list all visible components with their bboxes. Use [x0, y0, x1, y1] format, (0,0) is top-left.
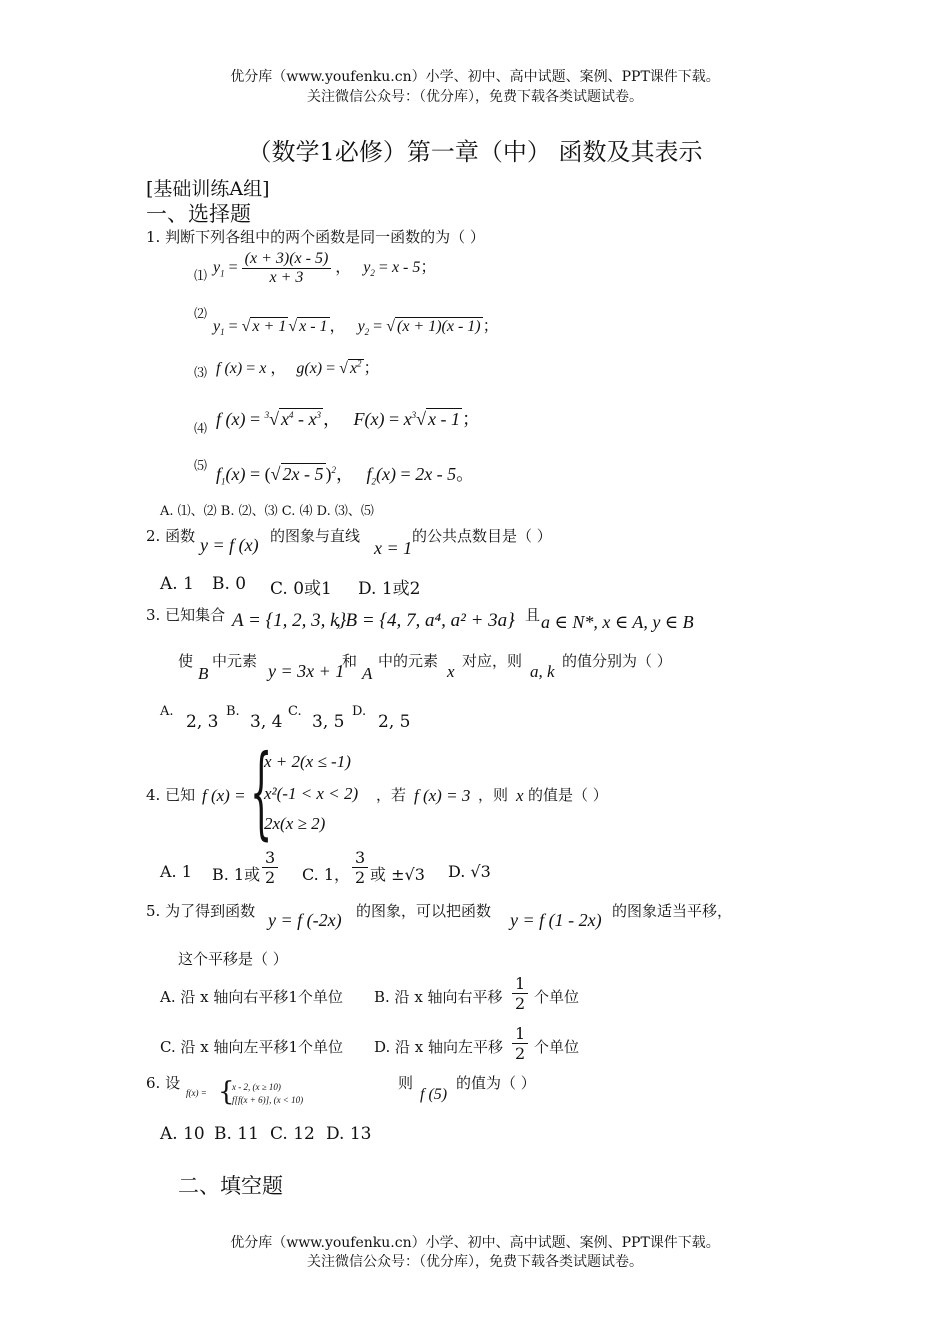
q6-brace: {: [218, 1077, 235, 1107]
q3-option-a-label: A.: [160, 704, 174, 719]
q5-option-d-a: D. 沿 x 轴向左平移: [374, 1038, 504, 1056]
q6-option-a: A. 10: [160, 1124, 205, 1144]
q3-set-b: , B = {4, 7, a⁴, a² + 3a}: [336, 610, 515, 631]
q1-item-5-label: ⑸: [194, 459, 208, 474]
question-4-stem-b: ，若: [376, 786, 407, 804]
footer-line-2: 关注微信公众号：（优分库），免费下载各类试题试卷。: [307, 1254, 643, 1270]
q3-line2-x: x: [447, 662, 455, 681]
q1-item-2-formula: $y_1$ = √ x + 1 √ x - 1 ， $y_2$ = √ (x + 1)(x - 1) ；: [213, 318, 499, 338]
q3-option-a-value: 2, 3: [186, 712, 219, 732]
footer-line-1: 优分库（www.youfenku.cn）小学、初中、高中试题、案例、PPT课件下载。: [230, 1235, 720, 1251]
q4-option-c-b: 或 ±√3: [370, 865, 425, 884]
group-label: [基础训练A组]: [146, 178, 270, 200]
q6-option-c: C. 12: [270, 1124, 315, 1144]
question-2-stem-c: 的公共点数目是（ ）: [412, 527, 552, 545]
q2-option-b: B. 0: [212, 574, 247, 594]
q4-option-c-fraction: $\frac{3}{2}$: [352, 848, 368, 887]
q3-line2-d: 中的元素: [378, 652, 439, 670]
q3-option-c-value: 3, 5: [312, 712, 345, 732]
q5-option-b-a: B. 沿 x 轴向右平移: [374, 988, 503, 1006]
q6-option-b: B. 11: [214, 1124, 259, 1144]
question-3-stem-a: 3. 已知集合: [146, 606, 226, 624]
q3-option-b-value: 3, 4: [250, 712, 283, 732]
question-5-line2: 这个平移是（ ）: [178, 950, 288, 968]
q3-line2-a: 使: [178, 652, 194, 670]
q1-item-3-label: ⑶: [194, 366, 208, 381]
header-line-1: 优分库（www.youfenku.cn）小学、初中、高中试题、案例、PPT课件下载。: [230, 69, 720, 85]
q5-option-d-fraction: $\frac{1}{2}$: [512, 1024, 528, 1063]
q6-f5: f (5): [420, 1086, 448, 1103]
q2-line: x = 1: [374, 538, 413, 558]
q2-option-c: C. 0或1: [270, 579, 332, 599]
q5-option-b-fraction: $\frac{1}{2}$: [512, 974, 528, 1013]
q4-case-3: 2x(x ≥ 2): [264, 814, 326, 833]
question-4-stem-d: 的值是（ ）: [528, 786, 608, 804]
q3-set-a: A = {1, 2, 3, k}: [232, 610, 347, 631]
q6-case-2: f[f(x + 6)], (x < 10): [232, 1095, 304, 1105]
q5-option-c: C. 沿 x 轴向左平移1个单位: [160, 1038, 344, 1056]
section-heading-choice: 一、选择题: [146, 202, 251, 226]
q5-option-a: A. 沿 x 轴向右平移1个单位: [160, 988, 343, 1006]
question-1-stem: 1. 判断下列各组中的两个函数是同一函数的为（ ）: [146, 228, 485, 246]
q3-condition: a ∈ N*, x ∈ A, y ∈ B: [541, 612, 694, 632]
q3-option-c-label: C.: [288, 704, 302, 719]
q3-line2-c: 和: [342, 652, 358, 670]
q3-line2-set-a: A: [362, 664, 373, 683]
q3-option-d-value: 2, 5: [378, 712, 411, 732]
q5-function-1: y = f (-2x): [268, 910, 342, 930]
q1-item-2-label: ⑵: [194, 307, 208, 322]
q1-item-3-formula: f (x) = x ， g(x) = √ $x^2$ ；: [216, 358, 380, 377]
q3-mapping: y = 3x + 1: [268, 661, 345, 681]
question-2-stem-a: 2. 函数: [146, 527, 196, 545]
question-1-options: A. ⑴、⑵ B. ⑵、⑶ C. ⑷ D. ⑶、⑸: [160, 504, 374, 519]
q4-option-c-a: C. 1，: [302, 865, 351, 884]
q5-option-b-b: 个单位: [534, 988, 580, 1006]
q4-x: x: [516, 786, 524, 805]
q3-line2-e: 对应，则: [462, 652, 523, 670]
question-5-stem-b: 的图象，可以把函数: [356, 902, 492, 920]
q3-line2-b: 中元素: [212, 652, 258, 670]
question-4-stem-c: ，则: [478, 786, 509, 804]
q6-fdef: f(x) =: [186, 1088, 207, 1098]
q4-option-b: B. 1或: [212, 865, 261, 884]
q5-option-d-b: 个单位: [534, 1038, 580, 1056]
question-5-stem-c: 的图象适当平移，: [612, 902, 733, 920]
q6-case-1: x - 2, (x ≥ 10): [232, 1082, 281, 1092]
q4-left-brace: {: [250, 733, 273, 850]
q1-item-1-formula: $y_1$ = $\frac{(x + 3)(x - 5)}{x + 3}$ ， $y_2 = x - 5$；: [213, 250, 437, 286]
q4-case-2: x²(-1 < x < 2): [264, 784, 359, 803]
q3-line2-ak: a, k: [530, 662, 555, 681]
q4-option-d: D. √3: [448, 862, 491, 881]
q1-item-4-label: ⑷: [194, 422, 208, 437]
q4-case-1: x + 2(x ≤ -1): [264, 752, 351, 771]
q3-line2-f: 的值分别为（ ）: [562, 652, 672, 670]
q1-item-4-formula: f (x) = $^3$√ $x^4 - x^3$ ， $F(x) = x^3√$ x - 1 ；: [216, 409, 481, 429]
q2-option-a: A. 1: [160, 574, 194, 594]
question-5-stem-a: 5. 为了得到函数: [146, 902, 256, 920]
q3-option-b-label: B.: [226, 704, 240, 719]
q1-item-1-label: ⑴: [194, 269, 208, 284]
q2-option-d: D. 1或2: [358, 579, 421, 599]
page-title: （数学1必修）第一章（中） 函数及其表示: [247, 138, 703, 166]
q4-option-a: A. 1: [160, 862, 192, 881]
question-6-stem-b: 则: [398, 1074, 414, 1092]
q4-option-b-fraction: $\frac{3}{2}$: [262, 848, 278, 887]
q3-option-d-label: D.: [352, 704, 367, 719]
q1-item-5-formula: $f_1(x)$ = (√ 2x - 5 )$^2$， $f_2(x) = 2x - 5$。: [216, 464, 475, 487]
q3-and: ，且: [510, 606, 541, 624]
question-4-stem-a: 4. 已知: [146, 786, 196, 804]
header-line-2: 关注微信公众号：（优分库），免费下载各类试题试卷。: [307, 89, 643, 105]
q4-fx: f (x) =: [202, 786, 246, 805]
q2-function: y = f (x): [200, 535, 259, 555]
q5-function-2: y = f (1 - 2x): [510, 910, 602, 930]
q4-given: f (x) = 3: [414, 786, 471, 805]
q3-line2-set-b: B: [198, 664, 209, 683]
question-6-stem-a: 6. 设: [146, 1074, 181, 1092]
question-6-stem-c: 的值为（ ）: [456, 1074, 536, 1092]
question-2-stem-b: 的图象与直线: [270, 527, 361, 545]
q6-option-d: D. 13: [326, 1124, 372, 1144]
section-heading-fill: 二、填空题: [178, 1174, 283, 1198]
